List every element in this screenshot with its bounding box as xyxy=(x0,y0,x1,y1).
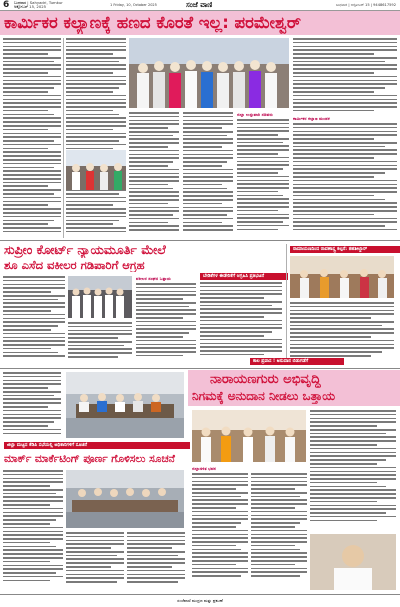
bottom-story-col-1 xyxy=(3,470,63,590)
protest-photo xyxy=(68,276,132,318)
bottom-left-label: ಜಿಲ್ಲಾ ಮಟ್ಟದ ಕೆಡಿಪಿ ಸಭೆಯಲ್ಲಿ ಅಧಿಕಾರಿಗಳಿಗೆ ಸೂಚನೆ xyxy=(4,442,190,449)
lower-left-story-1 xyxy=(3,372,61,440)
kdp-meeting-photo xyxy=(66,372,184,438)
subhead-district-office: ಜಿಲ್ಲಾಡಳಿತ ಭವನ xyxy=(192,466,217,471)
mid-center-story xyxy=(200,282,282,364)
market-headline: ಮಾರ್ಕ್ ಮಾರ್ಕೆಟಿಂಗ್ ಪೂರ್ಣ ಗೊಳಿಸಲು ಸೂಚನೆ xyxy=(4,453,175,465)
bottom-story-col-2 xyxy=(66,532,124,590)
supreme-court-headline-2: ಶೂ ಎಸೆದ ವಕೀಲರ ಗಡಿಪಾರಿಗೆ ಆಗ್ರಹ xyxy=(4,258,145,272)
office-meeting-photo xyxy=(66,470,184,528)
story-column-2 xyxy=(66,38,126,238)
bottom-story-col-3 xyxy=(127,532,185,590)
story-column-right-top xyxy=(293,38,397,118)
supreme-court-headline: ಸುಪ್ರೀಂ ಕೋರ್ಟ್ ನ್ಯಾಯಮೂರ್ತಿ ಮೇಲೆ xyxy=(4,242,166,257)
masthead xyxy=(0,0,400,11)
masthead-logo: ಸಂಜೆ ವಾಣಿ xyxy=(186,1,213,9)
page-number: 6 xyxy=(3,0,10,10)
story-under-photo-3 xyxy=(237,119,289,238)
mid-right-story xyxy=(290,302,394,364)
lower-center-label: ಕಾಲ ಪ್ರವಾಸ ! ಅನುದಾನ ಬಿಡುಗಡೆಗೆ xyxy=(250,358,344,365)
supreme-story-col-2 xyxy=(68,322,132,364)
subhead-district-minister: ಜಿಲ್ಲಾ ಉಸ್ತುವಾರಿ ಸಚಿವರು xyxy=(237,112,273,117)
footer-text: ಸಂಜೆವಾಣಿ ಮುದ್ರಣ ಮತ್ತು ಪ್ರಕಟಣೆ xyxy=(177,598,223,603)
subhead-lawyers: ವಕೀಲರ ಸಂಘದ ಒತ್ತಾಯ xyxy=(136,276,171,281)
supreme-story-col-1 xyxy=(3,276,65,364)
top-headline: ಕಾರ್ಮಿಕರ ಕಲ್ಯಾಣಕ್ಕೆ ಹಣದ ಕೊರತೆ ಇಲ್ಲ: ಪರಮೇಶ್ವರ್ xyxy=(4,13,302,32)
subhead-labour-board: ಕಾರ್ಮಿಕರ ಕಲ್ಯಾಣ ಮಂಡಳಿ xyxy=(293,116,330,121)
story-column-right-mid xyxy=(293,123,397,238)
supreme-story-col-3 xyxy=(136,283,196,364)
group-photo-ministers xyxy=(129,38,289,108)
masthead-left-info: ಬುಧವಾರ | Sahyadri, Tumkur xyxy=(14,1,63,5)
masthead-left-info-2: ಅಕ್ಟೋಬರ್ 15, 2025 xyxy=(14,5,47,9)
bottom-story-col-4 xyxy=(192,473,248,590)
narayana-headline: ನಾರಾಯಣಗುರು ಅಭಿವೃದ್ಧಿ xyxy=(210,372,321,387)
ceremony-photo xyxy=(290,256,394,298)
narayana-photo xyxy=(192,410,306,462)
story-column-1 xyxy=(3,38,61,238)
mid-right-label: ರಾಮಾಯಣದಿಂದ ರಾವಣಾಸ್ತ್ರ ಕಲ್ಪನೆ: ತಹಶೀಲ್ದಾರ್ xyxy=(290,246,400,253)
story-under-photo-1 xyxy=(129,112,179,238)
mid-center-label: ಬೇಡಿಕೆಗಳ ಈಡೇರಿಕೆಗೆ ಆಗ್ರಹಿಸಿ ಪ್ರತಿಭಟನೆ xyxy=(200,273,288,280)
story-under-photo-2 xyxy=(183,112,233,238)
bottom-story-col-5 xyxy=(251,473,307,590)
narayana-headline-2: ನಿಗಮಕ್ಕೆ ಅನುದಾನ ನೀಡಲು ಒತ್ತಾಯ xyxy=(192,389,336,403)
inset-photo-event xyxy=(66,150,126,190)
masthead-right-info: ಬುಧವಾರ | ಅಕ್ಟೋಬರ್ 15 | 9448617592 xyxy=(335,3,396,7)
narayana-story-right xyxy=(310,410,396,530)
masthead-date: 1 Friday, 10, October 2025 xyxy=(110,3,157,7)
portrait-photo xyxy=(310,534,396,590)
